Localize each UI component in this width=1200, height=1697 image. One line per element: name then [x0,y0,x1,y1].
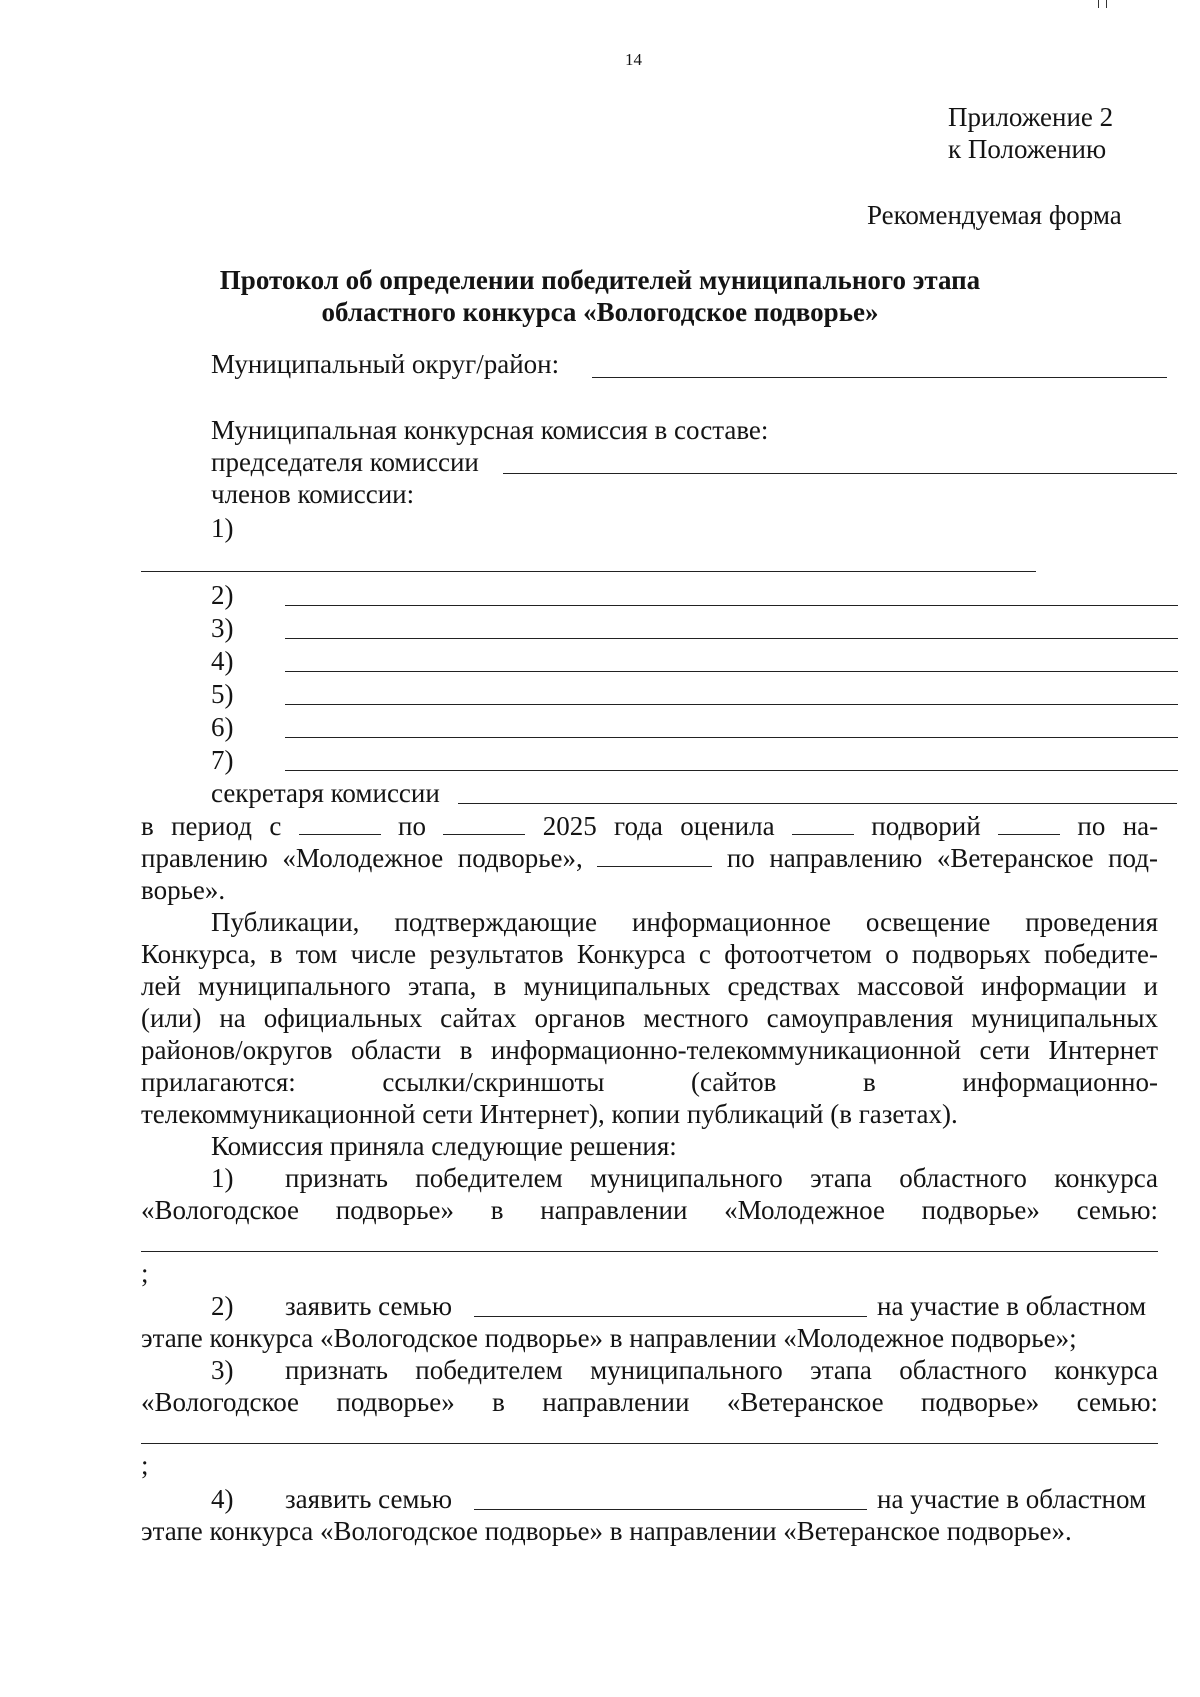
members-label: членов комиссии: [211,479,415,509]
member-number-7: 7) [211,745,234,775]
period-line1 [141,810,1158,842]
publications-line6: прилагаются: ссылки/скриншоты (сайтов в информационно- [141,1067,1158,1097]
publications-line2: Конкурса, в том числе результатов Конкурса с фотоотчетом о подворьях победите- [141,939,1158,969]
appendix-reference: к Положению [948,134,1107,164]
chairman-label: председателя комиссии [211,447,479,477]
period-end-field[interactable] [443,814,525,835]
document-title-line2: областного конкурса «Вологодское подворье» [321,297,879,327]
period-word: в [141,811,154,841]
member-7-field-line[interactable] [285,770,1178,771]
decision-2-family-field[interactable] [474,1316,867,1317]
decision-2-line2: этапе конкурса «Вологодское подворье» в направлении «Молодежное подворье»; [141,1323,1077,1353]
decision-2-text: на участие в областном [877,1291,1147,1321]
member-3-field-line[interactable] [285,638,1178,639]
period-word: по [398,811,426,841]
member-4-field-line[interactable] [285,671,1178,672]
decision-4-text: заявить семью [285,1484,452,1514]
period-word: с [269,811,282,841]
member-number-3: 3) [211,613,234,643]
period-word: период [171,811,252,841]
period-word: оценила [680,811,775,841]
decision-1-semicolon: ; [141,1258,149,1288]
publications-line1: Публикации, подтверждающие информационное освещение проведения [211,907,1158,937]
decision-3-family-field[interactable] [141,1443,1158,1444]
decisions-intro: Комиссия приняла следующие решения: [211,1131,677,1161]
appendix-label: Приложение 2 [948,102,1114,132]
publications-line4: (или) на официальных сайтах органов местного самоуправления муниципальных [141,1003,1158,1033]
decision-4-number: 4) [211,1484,234,1514]
scan-mark [1106,0,1107,8]
decision-3-line2: «Вологодское подворье» в направлении «Ветеранское подворье» семью: [141,1387,1158,1417]
farmsteads-count-field[interactable] [792,814,854,835]
youth-count-field[interactable] [998,814,1060,835]
member-number-4: 4) [211,646,234,676]
decision-3-semicolon: ; [141,1450,149,1480]
chairman-field-line[interactable] [503,473,1177,474]
member-5-field-line[interactable] [285,704,1178,705]
decision-1-family-field[interactable] [141,1251,1158,1252]
commission-label: Муниципальная конкурсная комиссия в составе: [211,415,769,445]
district-label: Муниципальный округ/район: [211,349,560,379]
decision-1-line2: «Вологодское подворье» в направлении «Молодежное подворье» семью: [141,1195,1158,1225]
member-1-field-line[interactable] [141,571,1036,572]
veteran-count-field[interactable] [597,846,712,867]
period-word: подворий [871,811,981,841]
period-word: на- [1122,811,1159,841]
member-number-1: 1) [211,513,234,543]
page-number: 14 [625,50,642,69]
publications-line3: лей муниципального этапа, в муниципальных средствах массовой информации и [141,971,1158,1001]
period-word: по [1077,811,1106,841]
period-text: по направлению «Ветеранское под- [726,843,1159,873]
decision-3-number: 3) [211,1355,234,1385]
member-6-field-line[interactable] [285,737,1178,738]
secretary-label: секретаря комиссии [211,778,440,808]
district-field-line[interactable] [592,377,1167,378]
decision-2-number: 2) [211,1291,234,1321]
period-word: года [614,811,663,841]
decision-1-line1: признать победителем муниципального этапа областного конкурса [285,1163,1158,1193]
period-line2 [141,842,1158,874]
decision-2-text: заявить семью [285,1291,452,1321]
scan-mark [1098,0,1099,8]
period-text: правлению «Молодежное подворье», [141,843,583,873]
period-year: 2025 [542,811,597,841]
member-number-2: 2) [211,580,234,610]
publications-line7: телекоммуникационной сети Интернет), копии публикаций (в газетах). [141,1099,958,1129]
decision-4-text: на участие в областном [877,1484,1147,1514]
decision-3-line1: признать победителем муниципального этапа областного конкурса [285,1355,1158,1385]
recommended-form-label: Рекомендуемая форма [867,200,1122,230]
publications-line5: районов/округов области в информационно-телекоммуникационной сети Интернет [141,1035,1158,1065]
document-title-line1: Протокол об определении победителей муниципального этапа [219,265,981,295]
member-2-field-line[interactable] [285,605,1178,606]
secretary-field-line[interactable] [458,803,1177,804]
period-start-field[interactable] [299,814,381,835]
period-line3: ворье». [141,875,226,905]
member-number-5: 5) [211,679,234,709]
decision-1-number: 1) [211,1163,234,1193]
decision-4-family-field[interactable] [474,1509,867,1510]
member-number-6: 6) [211,712,234,742]
decision-4-line2: этапе конкурса «Вологодское подворье» в направлении «Ветеранское подворье». [141,1516,1072,1546]
